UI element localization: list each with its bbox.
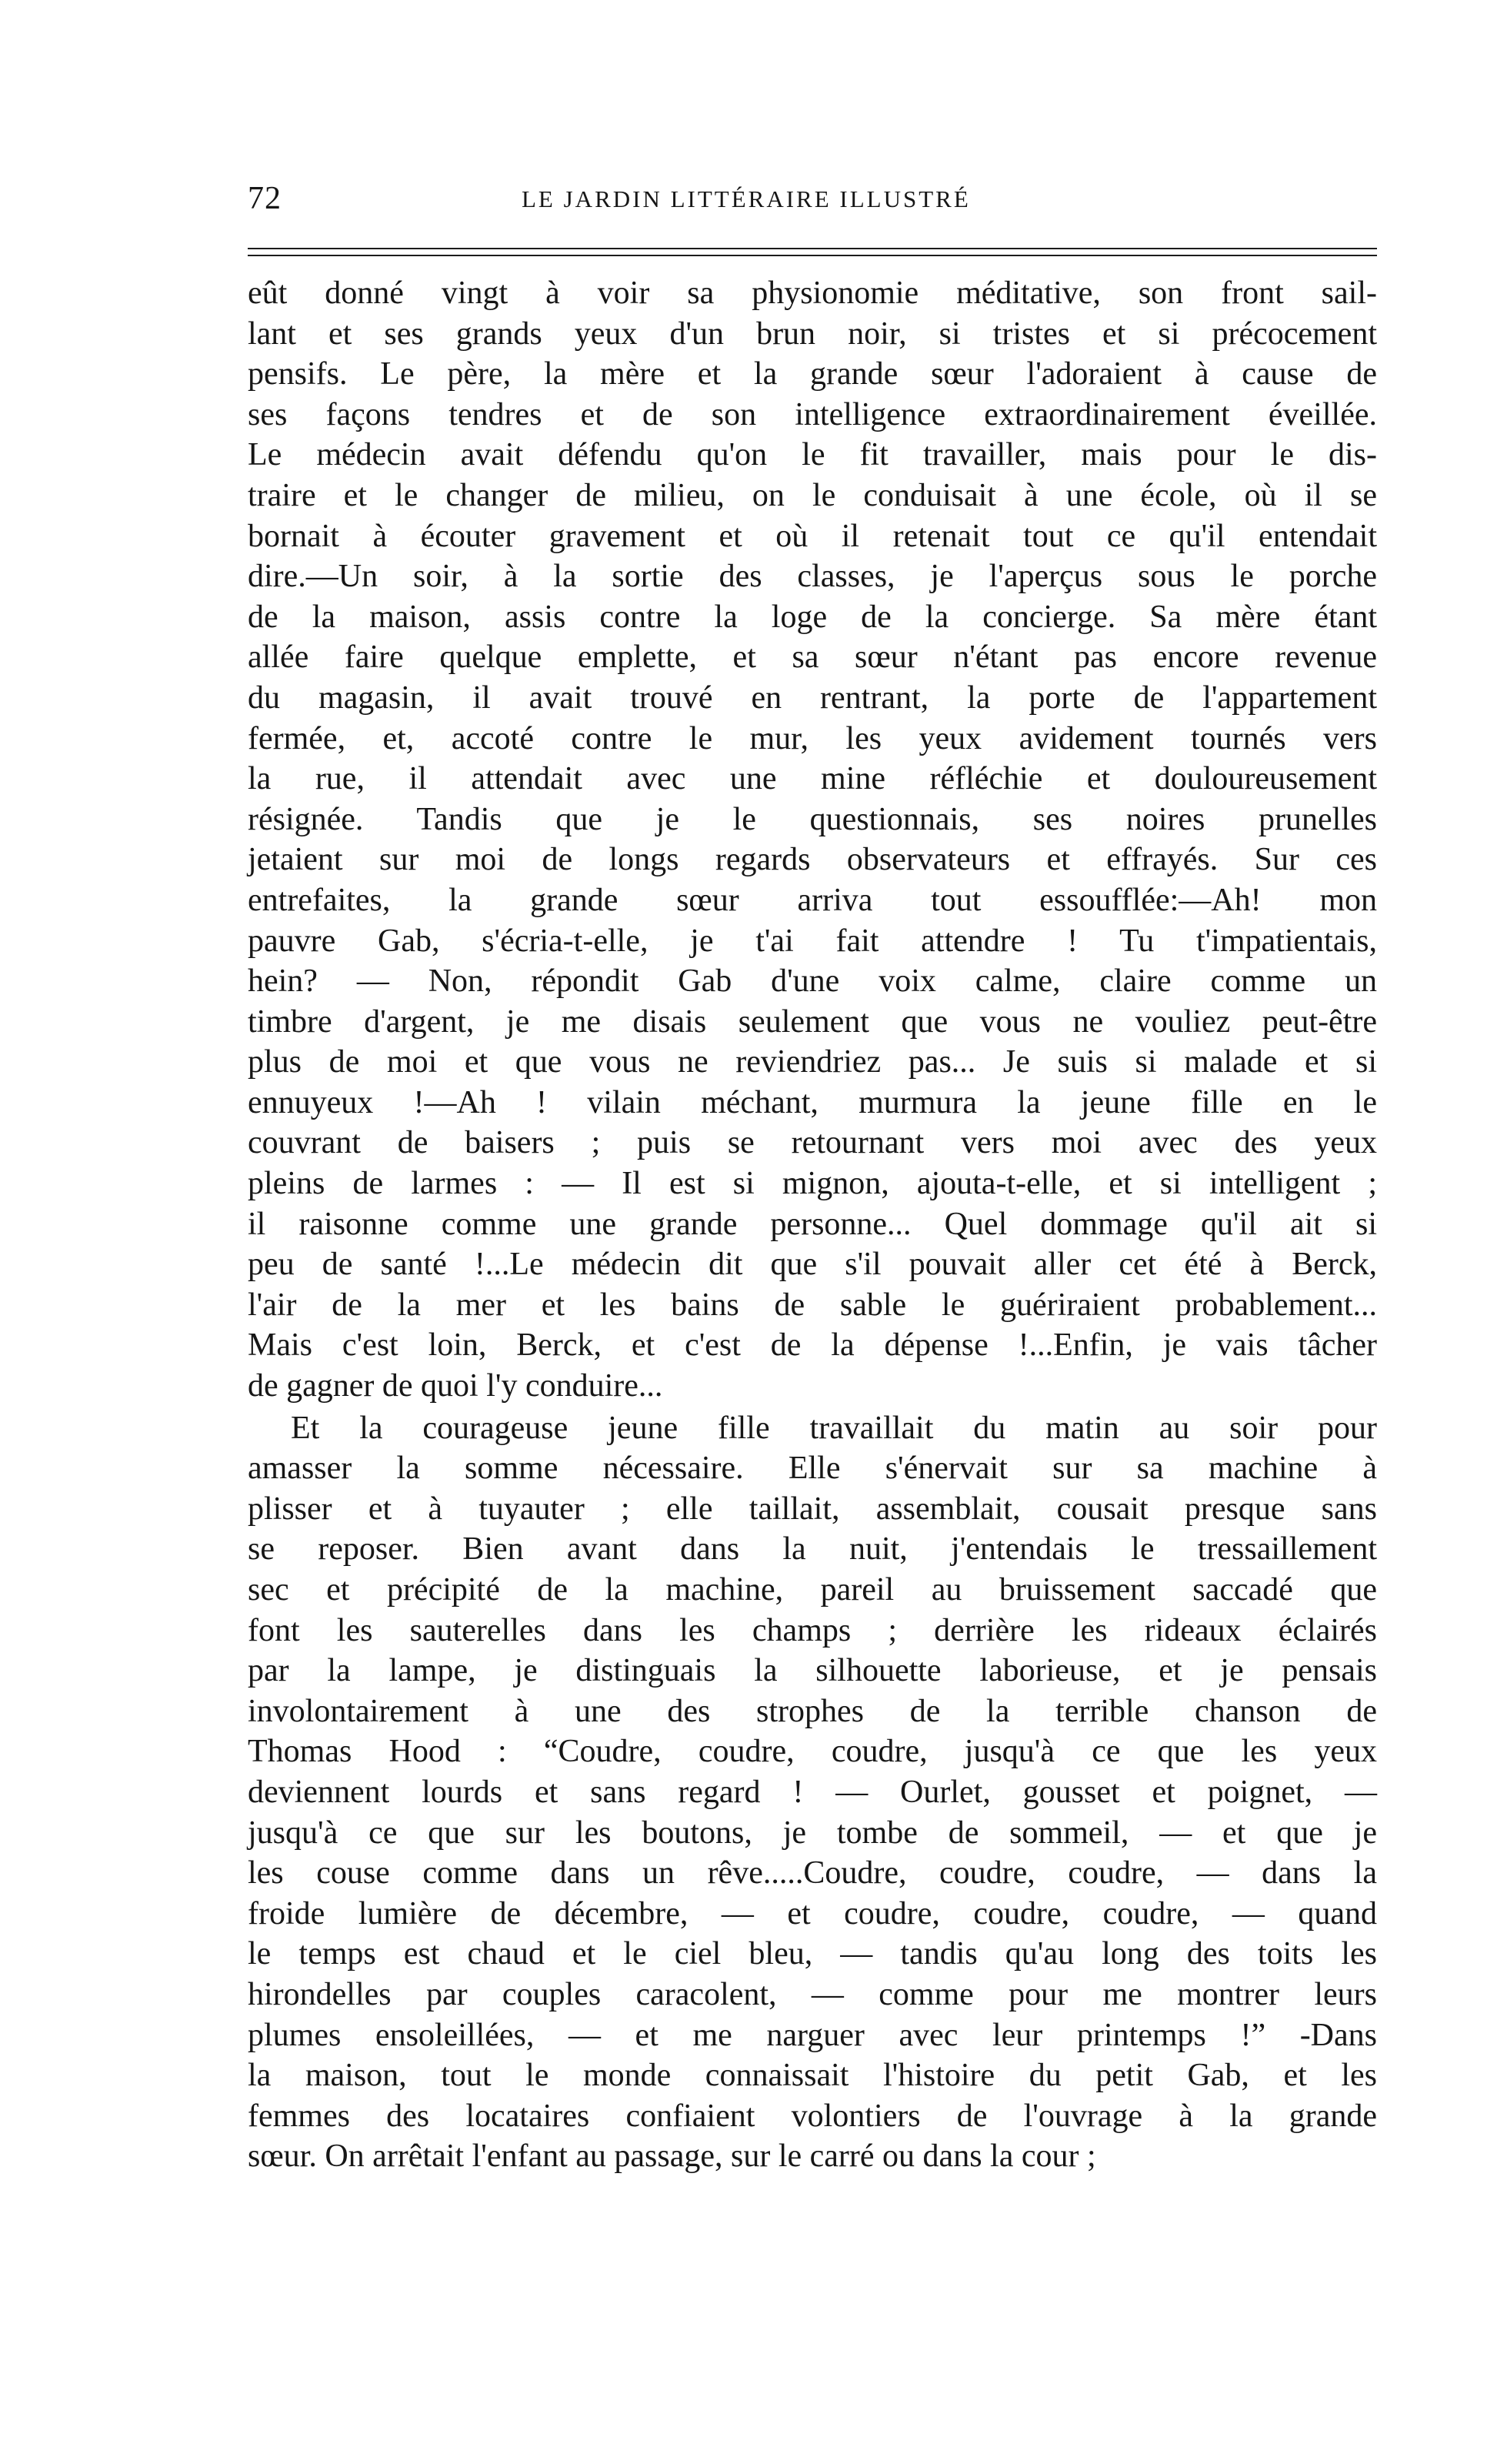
text-line: l'air de la mer et les bains de sable le guériraient probablement... — [248, 1287, 1377, 1323]
text-line: par la lampe, je distinguais la silhouette laborieuse, et je pensais — [248, 1653, 1377, 1689]
text-line: traire et le changer de milieu, on le conduisait à une école, où il se — [248, 477, 1377, 513]
body-text — [248, 273, 1377, 2177]
text-line: pensifs. Le père, la mère et la grande sœur l'adoraient à cause de — [248, 356, 1377, 392]
text-line: couvrant de baisers ; puis se retournant vers moi avec des yeux — [248, 1125, 1377, 1161]
text-line: pleins de larmes : — Il est si mignon, ajouta-t-elle, et si intelligent ; — [248, 1166, 1377, 1202]
text-line: font les sauterelles dans les champs ; derrière les rideaux éclairés — [248, 1612, 1377, 1648]
text-line: Le médecin avait défendu qu'on le fit travailler, mais pour le dis- — [248, 437, 1377, 473]
text-line: se reposer. Bien avant dans la nuit, j'entendais le tressaillement — [248, 1531, 1377, 1568]
text-line: lant et ses grands yeux d'un brun noir, si tristes et si précocement — [248, 316, 1377, 352]
text-line: Et la courageuse jeune fille travaillait du matin au soir pour — [291, 1410, 1377, 1446]
text-line: du magasin, il avait trouvé en rentrant, la porte de l'appartement — [248, 679, 1377, 716]
text-line: eût donné vingt à voir sa physionomie méditative, son front sail- — [248, 275, 1377, 311]
paragraph — [248, 273, 1377, 1407]
paragraph — [248, 1408, 1377, 2177]
text-line: jusqu'à ce que sur les boutons, je tombe de sommeil, — et que je — [248, 1815, 1377, 1851]
text-line: de gagner de quoi l'y conduire... — [248, 1368, 663, 1404]
text-line: dire.—Un soir, à la sortie des classes, je l'aperçus sous le porche — [248, 559, 1377, 595]
text-line: plus de moi et que vous ne reviendriez pas... Je suis si malade et si — [248, 1044, 1377, 1080]
text-line: entrefaites, la grande sœur arriva tout essoufflée:—Ah! mon — [248, 882, 1377, 918]
text-line: la rue, il attendait avec une mine réfléchie et douloureusement — [248, 761, 1377, 797]
text-line: peu de santé !...Le médecin dit que s'il pouvait aller cet été à Berck, — [248, 1247, 1377, 1283]
text-line: plisser et à tuyauter ; elle taillait, assemblait, cousait presque sans — [248, 1491, 1377, 1527]
text-line: allée faire quelque emplette, et sa sœur n'étant pas encore revenue — [248, 639, 1377, 676]
text-line: hirondelles par couples caracolent, — comme pour me montrer leurs — [248, 1976, 1377, 2012]
text-line: les couse comme dans un rêve.....Coudre, coudre, coudre, — dans la — [248, 1855, 1377, 1891]
text-line: timbre d'argent, je me disais seulement que vous ne vouliez peut-être — [248, 1003, 1377, 1040]
text-line: amasser la somme nécessaire. Elle s'énervait sur sa machine à — [248, 1451, 1377, 1487]
page-header — [248, 179, 1377, 225]
text-line: deviennent lourds et sans regard ! — Ourlet, gousset et poignet, — — [248, 1774, 1377, 1810]
header-rule — [248, 248, 1377, 256]
text-line: ennuyeux !—Ah ! vilain méchant, murmura la jeune fille en le — [248, 1084, 1377, 1120]
page-number: 72 — [248, 181, 282, 216]
text-line: la maison, tout le monde connaissait l'histoire du petit Gab, et les — [248, 2058, 1377, 2094]
running-head: LE JARDIN LITTÉRAIRE ILLUSTRÉ — [522, 185, 971, 212]
text-line: ses façons tendres et de son intelligence extraordinairement éveillée. — [248, 396, 1377, 432]
text-line: froide lumière de décembre, — et coudre, coudre, coudre, — quand — [248, 1895, 1377, 1931]
text-line: pauvre Gab, s'écria-t-elle, je t'ai fait attendre ! Tu t'impatientais, — [248, 923, 1377, 959]
text-line: résignée. Tandis que je le questionnais, ses noires prunelles — [248, 801, 1377, 837]
text-line: de la maison, assis contre la loge de la concierge. Sa mère étant — [248, 599, 1377, 635]
text-line: femmes des locataires confiaient volontiers de l'ouvrage à la grande — [248, 2098, 1377, 2134]
text-line: hein? — Non, répondit Gab d'une voix calme, claire comme un — [248, 963, 1377, 1000]
text-line: jetaient sur moi de longs regards observateurs et effrayés. Sur ces — [248, 842, 1377, 878]
text-line: plumes ensoleillées, — et me narguer avec leur printemps !” -Dans — [248, 2017, 1377, 2053]
text-line: sœur. On arrêtait l'enfant au passage, sur le carré ou dans la cour ; — [248, 2138, 1096, 2175]
text-line: sec et précipité de la machine, pareil au bruissement saccadé que — [248, 1572, 1377, 1608]
text-line: Mais c'est loin, Berck, et c'est de la dépense !...Enfin, je vais tâcher — [248, 1327, 1377, 1364]
text-line: bornait à écouter gravement et où il retenait tout ce qu'il entendait — [248, 518, 1377, 554]
text-line: involontairement à une des strophes de la terrible chanson de — [248, 1693, 1377, 1729]
text-line: il raisonne comme une grande personne... Quel dommage qu'il ait si — [248, 1206, 1377, 1242]
text-line: le temps est chaud et le ciel bleu, — tandis qu'au long des toits les — [248, 1936, 1377, 1972]
text-line: fermée, et, accoté contre le mur, les yeux avidement tournés vers — [248, 720, 1377, 756]
text-line: Thomas Hood : “Coudre, coudre, coudre, jusqu'à ce que les yeux — [248, 1734, 1377, 1770]
